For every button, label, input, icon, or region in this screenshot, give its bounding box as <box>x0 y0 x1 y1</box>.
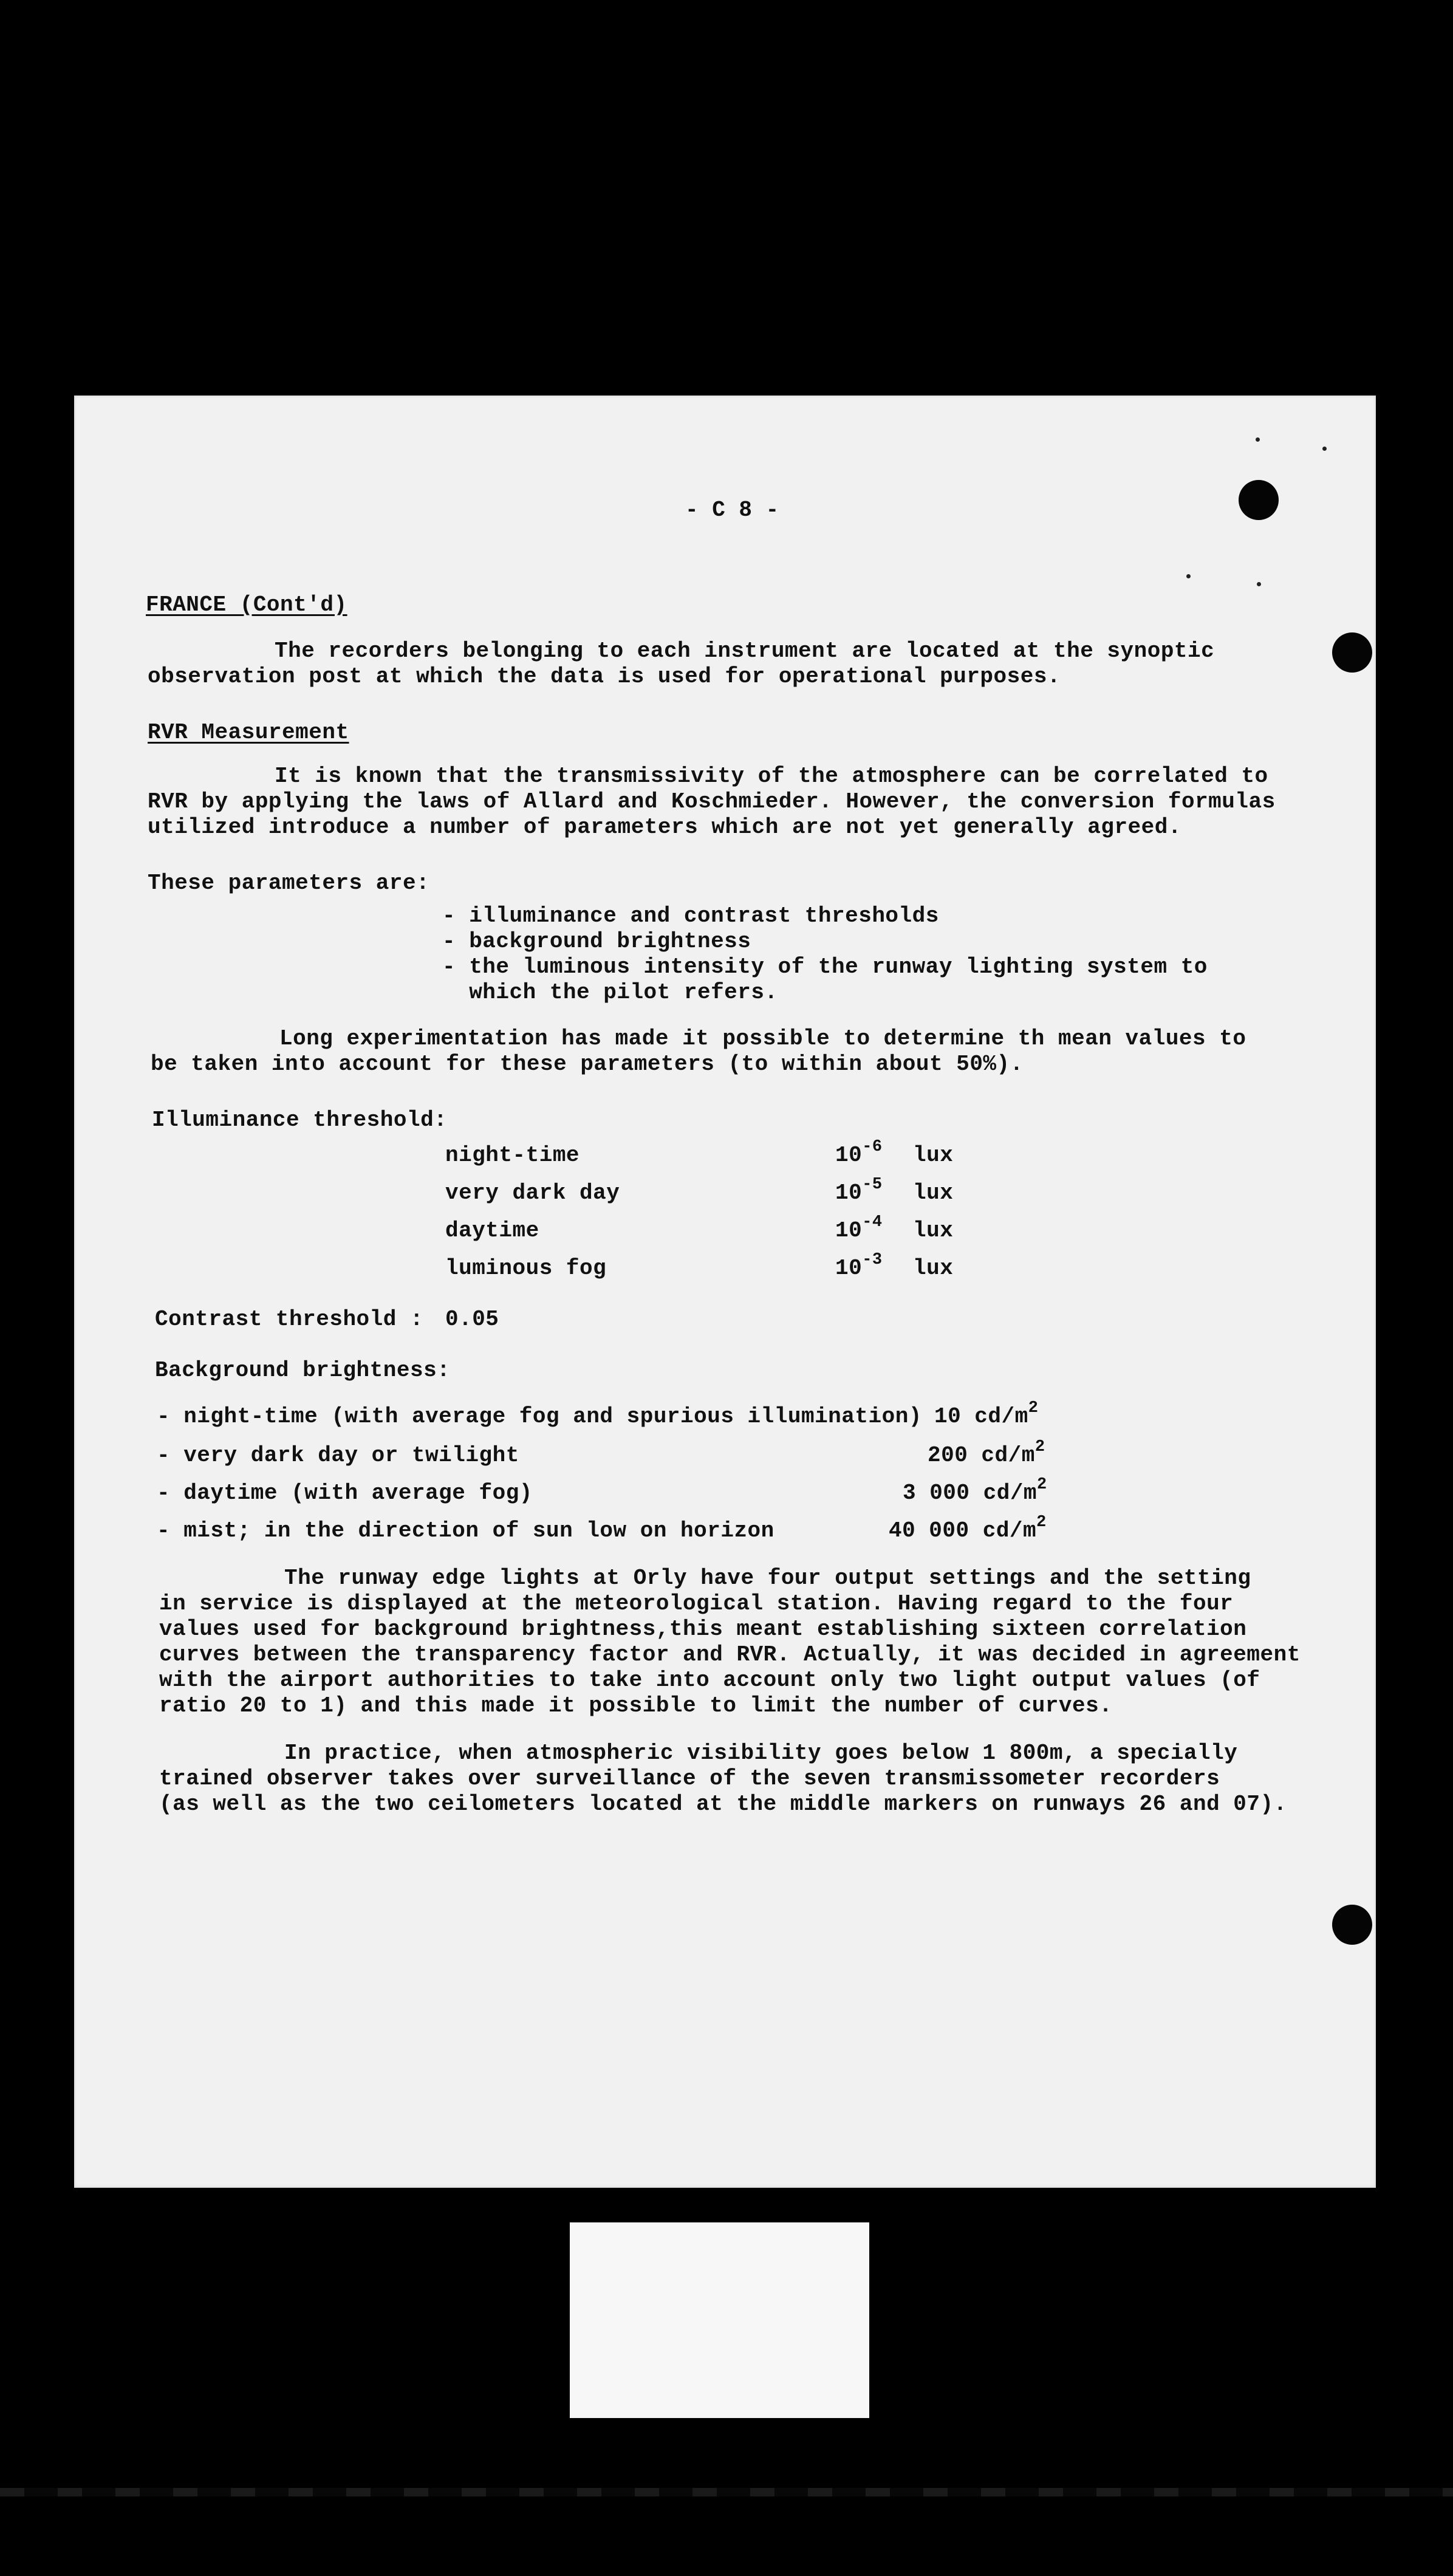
speck <box>1322 447 1327 451</box>
illum-row-unit: lux <box>913 1256 954 1281</box>
bg-row-value: 200 $cd/m^2$ <box>928 1438 1045 1468</box>
illum-row-value: $10^{-3}$ <box>835 1251 883 1281</box>
film-edge <box>0 2488 1453 2496</box>
bg-row-value: 3 000 $cd/m^2$ <box>903 1476 1047 1506</box>
para1-line-2: RVR by applying the laws of Allard and Koschmieder. However, the conversion formulas <box>148 789 1276 814</box>
para1-line-1: It is known that the transmissivity of the atmosphere can be correlated to <box>275 764 1268 789</box>
bg-row-name: - daytime (with average fog) <box>157 1481 533 1506</box>
illum-row-name: luminous fog <box>445 1256 607 1281</box>
para4-line-1: In practice, when atmospheric visibility goes below 1 800m, a specially <box>284 1741 1238 1766</box>
illum-row-value: $10^{-6}$ <box>835 1138 883 1168</box>
params-intro: These parameters are: <box>148 871 430 896</box>
speck <box>1186 574 1191 578</box>
speck <box>1257 582 1261 586</box>
punch-hole-bottom <box>1332 1905 1372 1945</box>
bg-row-name: - night-time (with average fog and spurious illumination) <box>157 1404 922 1429</box>
contrast-value: 0.05 <box>445 1307 499 1332</box>
illum-row-name: night-time <box>445 1143 580 1168</box>
illum-row-value: $10^{-5}$ <box>835 1176 883 1205</box>
para3-line-4: curves between the transparency factor and RVR. Actually, it was decided in agreement <box>159 1642 1301 1667</box>
intro-line-1: The recorders belonging to each instrument are located at the synoptic <box>275 639 1215 663</box>
background-label: Background brightness: <box>155 1358 451 1383</box>
para2-line-1: Long experimentation has made it possible to determine th mean values to <box>279 1026 1246 1051</box>
bg-row-name: - mist; in the direction of sun low on horizon <box>157 1518 774 1543</box>
section-heading-rvr: RVR Measurement <box>148 720 349 745</box>
para3-line-2: in service is displayed at the meteorological station. Having regard to the four <box>159 1591 1234 1616</box>
illum-row-name: very dark day <box>445 1180 620 1205</box>
bg-row-name: - very dark day or twilight <box>157 1443 519 1468</box>
param-2: - background brightness <box>442 929 751 954</box>
param-1: - illuminance and contrast thresholds <box>442 903 939 928</box>
illum-row-unit: lux <box>913 1218 954 1243</box>
bg-row-value: 40 000 $cd/m^2$ <box>889 1513 1047 1543</box>
illum-row-unit: lux <box>913 1143 954 1168</box>
para4-line-3: (as well as the two ceilometers located at the middle markers on runways 26 and 07). <box>159 1792 1287 1817</box>
punch-hole-middle <box>1332 632 1372 673</box>
para3-line-5: with the airport authorities to take into account only two light output values (of <box>159 1668 1260 1693</box>
para3-line-6: ratio 20 to 1) and this made it possible to limit the number of curves. <box>159 1693 1113 1718</box>
speck <box>1256 437 1260 442</box>
para3-line-3: values used for background brightness,this meant establishing sixteen correlation <box>159 1617 1247 1642</box>
bg-row-value: 10 $cd/m^2$ <box>934 1399 1039 1429</box>
para4-line-2: trained observer takes over surveillance of the seven transmissometer recorders <box>159 1766 1220 1791</box>
illum-row-name: daytime <box>445 1218 539 1243</box>
para3-line-1: The runway edge lights at Orly have four output settings and the setting <box>284 1566 1251 1591</box>
param-3-cont: which the pilot refers. <box>442 980 778 1005</box>
para1-line-3: utilized introduce a number of parameters which are not yet generally agreed. <box>148 815 1181 840</box>
param-3: - the luminous intensity of the runway lighting system to <box>442 954 1208 979</box>
para2-line-2: be taken into account for these parameters (to within about 50%). <box>151 1052 1024 1077</box>
intro-line-2: observation post at which the data is used for operational purposes. <box>148 664 1061 689</box>
heading-france: FRANCE (Cont'd) <box>146 592 347 617</box>
contrast-label: Contrast threshold : <box>155 1307 424 1332</box>
illum-row-unit: lux <box>913 1180 954 1205</box>
illum-row-value: $10^{-4}$ <box>835 1213 883 1243</box>
blank-label-slip <box>570 2222 869 2418</box>
page-number: - C 8 - <box>685 498 779 522</box>
punch-hole-top <box>1239 480 1279 520</box>
illuminance-label: Illuminance threshold: <box>152 1108 448 1132</box>
